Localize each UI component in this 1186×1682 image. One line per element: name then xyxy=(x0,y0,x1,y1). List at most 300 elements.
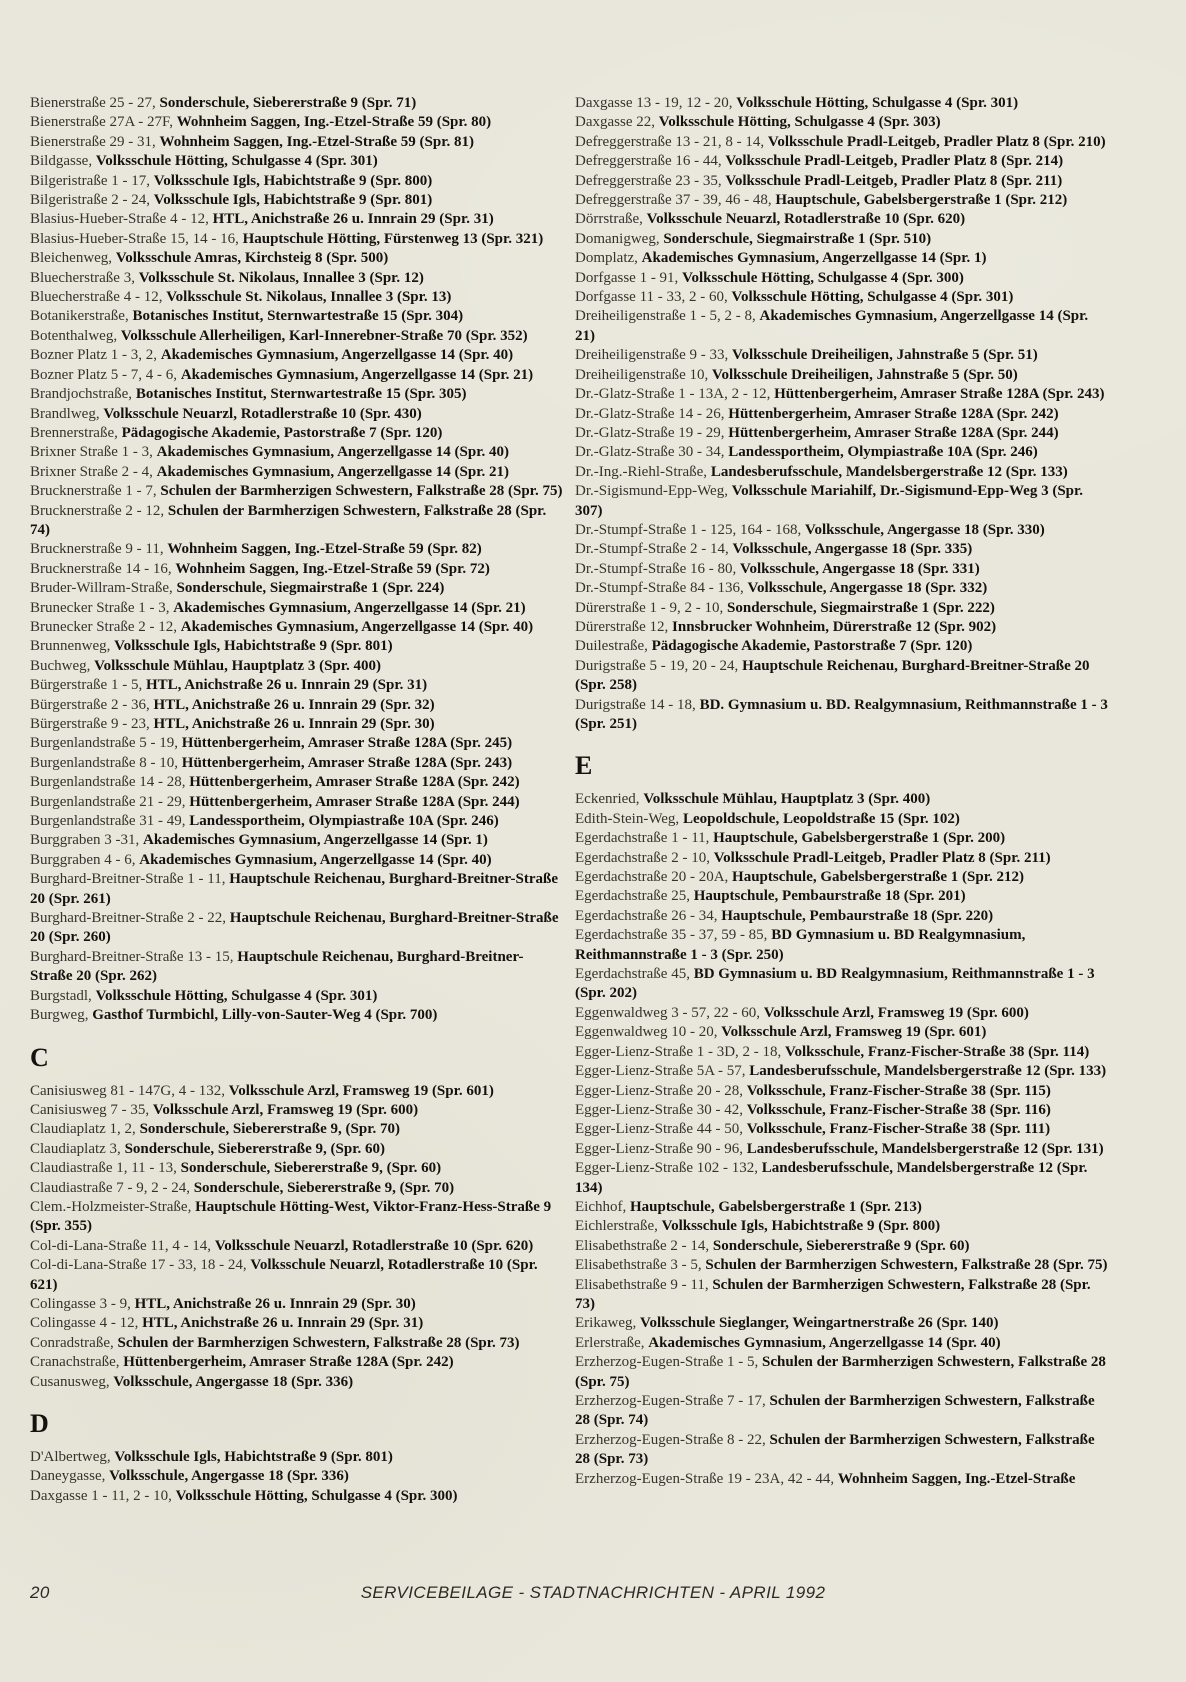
school-info: Akademisches Gymnasium, Angerzellgasse 14 (Spr. 40) xyxy=(160,347,514,364)
directory-entry xyxy=(30,1101,566,1120)
street-name: Brucknerstraße 2 - 12, xyxy=(30,502,168,519)
directory-entry xyxy=(30,637,566,656)
street-name: Claudiastraße 7 - 9, 2 - 24, xyxy=(30,1179,194,1196)
street-name: Conradstraße, xyxy=(30,1334,118,1351)
school-info: Volksschule Allerheiligen, Karl-Innerebner-Straße 70 (Spr. 352) xyxy=(120,327,528,344)
street-name: Dr.-Glatz-Straße 30 - 34, xyxy=(575,444,729,461)
directory-entry xyxy=(30,909,566,948)
street-name: Blasius-Hueber-Straße 15, 14 - 16, xyxy=(30,230,243,247)
directory-entry xyxy=(575,540,1111,559)
school-info: Pädagogische Akademie, Pastorstraße 7 (Spr. 120) xyxy=(651,638,973,655)
school-info: Sonderschule, Siebererstraße 9 (Spr. 71) xyxy=(159,95,417,111)
street-name: Burghard-Breitner-Straße 13 - 15, xyxy=(30,948,238,965)
directory-entry xyxy=(30,385,566,404)
directory-entry xyxy=(30,1006,566,1025)
directory-entry xyxy=(30,657,566,676)
school-info: Hüttenbergerheim, Amraser Straße 128A (Spr. 244) xyxy=(728,424,1059,441)
street-name: Elisabethstraße 3 - 5, xyxy=(575,1257,706,1274)
directory-entry xyxy=(30,1314,566,1333)
directory-entry xyxy=(30,696,566,715)
school-info: HTL, Anichstraße 26 u. Innrain 29 (Spr. 31) xyxy=(142,1315,424,1332)
school-info: Hüttenbergerheim, Amraser Straße 128A (Spr. 242) xyxy=(189,774,520,791)
directory-entry xyxy=(30,152,566,171)
school-info: Hauptschule, Pembaurstraße 18 (Spr. 220) xyxy=(721,907,994,924)
directory-entry xyxy=(30,443,566,462)
school-info: Volksschule Dreiheiligen, Jahnstraße 5 (Spr. 50) xyxy=(712,366,1018,383)
directory-entry xyxy=(575,172,1111,191)
street-name: Duilestraße, xyxy=(575,638,652,655)
school-info: Akademisches Gymnasium, Angerzellgasse 14 (Spr. 40) xyxy=(156,444,510,461)
directory-entry xyxy=(30,599,566,618)
directory-entry xyxy=(575,810,1111,829)
street-name: Brunecker Straße 1 - 3, xyxy=(30,599,174,616)
street-name: Bienerstraße 25 - 27, xyxy=(30,95,160,111)
school-info: BD Gymnasium u. BD Realgymnasium, Reithmannstraße 1 - 3 (Spr. 202) xyxy=(575,966,1095,1002)
street-name: Colingasse 3 - 9, xyxy=(30,1295,135,1312)
school-info: BD. Gymnasium u. BD. Realgymnasium, Reithmannstraße 1 - 3 (Spr. 251) xyxy=(575,696,1108,732)
directory-entry xyxy=(575,94,1111,113)
directory-entry xyxy=(30,210,566,229)
page-footer xyxy=(0,1583,1186,1609)
school-info: Schulen der Barmherzigen Schwestern, Falkstraße 28 (Spr. 75) xyxy=(705,1257,1108,1274)
directory-entry xyxy=(575,1082,1111,1101)
directory-entry xyxy=(30,734,566,753)
street-name: Dürerstraße 12, xyxy=(575,618,673,635)
street-name: Bürgerstraße 1 - 5, xyxy=(30,677,146,694)
school-info: Hüttenbergerheim, Amraser Straße 128A (Spr. 242) xyxy=(123,1354,454,1371)
school-info: Hauptschule, Gabelsbergerstraße 1 (Spr. 200) xyxy=(713,830,1006,847)
street-name: Cranachstraße, xyxy=(30,1354,124,1371)
street-name: Egerdachstraße 2 - 10, xyxy=(575,849,714,866)
school-info: Sonderschule, Siebererstraße 9, (Spr. 60) xyxy=(124,1140,385,1157)
street-name: Erzherzog-Eugen-Straße 1 - 5, xyxy=(575,1354,763,1371)
school-info: Hüttenbergerheim, Amraser Straße 128A (Spr. 243) xyxy=(181,754,513,771)
directory-entry xyxy=(575,1120,1111,1139)
directory-entry xyxy=(575,249,1111,268)
street-name: Brandjochstraße, xyxy=(30,386,136,403)
school-info: Volksschule Arzl, Framsweg 19 (Spr. 600) xyxy=(763,1004,1029,1021)
directory-entry xyxy=(575,618,1111,637)
school-info: Wohnheim Saggen, Ing.-Etzel-Straße 59 (Spr. 72) xyxy=(175,560,490,577)
school-info: Volksschule Mariahilf, Dr.-Sigismund-Epp-Weg 3 (Spr. 307) xyxy=(575,483,1084,519)
street-name: Burggraben 4 - 6, xyxy=(30,851,140,868)
directory-entry xyxy=(575,560,1111,579)
school-info: Volksschule, Angergasse 18 (Spr. 330) xyxy=(804,521,1045,538)
school-info: HTL, Anichstraße 26 u. Innrain 29 (Spr. 32) xyxy=(153,696,435,713)
directory-entry xyxy=(30,1334,566,1353)
street-name: Daxgasse 13 - 19, 12 - 20, xyxy=(575,95,737,111)
school-info: Volksschule Hötting, Schulgasse 4 (Spr. 301) xyxy=(731,289,1014,306)
directory-entry xyxy=(30,1140,566,1159)
school-info: Leopoldschule, Leopoldstraße 15 (Spr. 102) xyxy=(682,810,960,827)
street-name: Egerdachstraße 1 - 11, xyxy=(575,830,714,847)
directory-entry xyxy=(575,269,1111,288)
directory-entry xyxy=(575,210,1111,229)
directory-entry xyxy=(575,599,1111,618)
street-name: Canisiusweg 7 - 35, xyxy=(30,1101,153,1118)
street-name: Brandlweg, xyxy=(30,405,104,422)
school-info: Volksschule Pradl-Leitgeb, Pradler Platz 8 (Spr. 211) xyxy=(713,849,1051,866)
directory-entry xyxy=(575,868,1111,887)
directory-entry xyxy=(575,1470,1111,1489)
directory-entry xyxy=(575,521,1111,540)
school-info: Volksschule Hötting, Schulgasse 4 (Spr. 301) xyxy=(736,95,1019,111)
street-name: Edith-Stein-Weg, xyxy=(575,810,683,827)
street-name: Bruder-Willram-Straße, xyxy=(30,580,177,597)
school-info: Akademisches Gymnasium, Angerzellgasse 14 (Spr. 21) xyxy=(156,463,510,480)
directory-entry xyxy=(575,463,1111,482)
street-name: Durigstraße 5 - 19, 20 - 24, xyxy=(575,657,743,674)
street-name: Domanigweg, xyxy=(575,230,664,247)
school-info: Hauptschule Hötting-West, Viktor-Franz-Hess-Straße 9 (Spr. 355) xyxy=(30,1198,552,1235)
street-name: Botenthalweg, xyxy=(30,327,121,344)
street-name: Colingasse 4 - 12, xyxy=(30,1315,143,1332)
street-name: Dr.-Sigismund-Epp-Weg, xyxy=(575,483,732,500)
street-name: Claudiaplatz 1, 2, xyxy=(30,1121,140,1138)
school-info: HTL, Anichstraße 26 u. Innrain 29 (Spr. 30) xyxy=(134,1295,416,1312)
directory-entry xyxy=(575,405,1111,424)
street-name: Col-di-Lana-Straße 17 - 33, 18 - 24, xyxy=(30,1257,251,1274)
directory-entry xyxy=(30,482,566,501)
directory-entry xyxy=(30,948,566,987)
school-info: Volksschule St. Nikolaus, Innallee 3 (Spr. 13) xyxy=(166,289,452,306)
school-info: Schulen der Barmherzigen Schwestern, Falkstraße 28 (Spr. 73) xyxy=(575,1431,1095,1468)
directory-entry xyxy=(30,987,566,1006)
directory-entry xyxy=(30,405,566,424)
street-name: Daxgasse 22, xyxy=(575,114,659,131)
street-name: Egger-Lienz-Straße 30 - 42, xyxy=(575,1101,747,1118)
directory-entry xyxy=(575,579,1111,598)
school-info: Volksschule Igls, Habichtstraße 9 (Spr. 801) xyxy=(114,1449,393,1465)
directory-entry xyxy=(575,443,1111,462)
directory-entry xyxy=(30,851,566,870)
directory-entry xyxy=(575,1314,1111,1333)
street-name: Burgstadl, xyxy=(30,987,96,1004)
school-info: Volksschule Neuarzl, Rotadlerstraße 10 (Spr. 621) xyxy=(30,1257,538,1293)
directory-entry xyxy=(30,560,566,579)
school-info: Volksschule Hötting, Schulgasse 4 (Spr. 300) xyxy=(682,269,964,286)
street-name: Brunnenweg, xyxy=(30,638,115,655)
school-info: Schulen der Barmherzigen Schwestern, Falkstraße 28 (Spr. 73) xyxy=(575,1276,1091,1312)
street-name: Domplatz, xyxy=(575,250,642,267)
school-info: Wohnheim Saggen, Ing.-Etzel-Straße 59 (Spr. 81) xyxy=(159,133,475,150)
school-info: Volksschule Igls, Habichtstraße 9 (Spr. 801) xyxy=(153,192,433,209)
directory-entry xyxy=(30,230,566,249)
street-name: Claudiastraße 1, 11 - 13, xyxy=(30,1160,181,1177)
directory-entry xyxy=(30,346,566,365)
directory-entry xyxy=(575,307,1111,346)
school-info: Volksschule Igls, Habichtstraße 9 (Spr. 801) xyxy=(114,638,393,655)
school-info: Volksschule Amras, Kirchsteig 8 (Spr. 500) xyxy=(115,250,389,267)
directory-entry xyxy=(30,1295,566,1314)
school-info: Volksschule Neuarzl, Rotadlerstraße 10 (Spr. 620) xyxy=(646,211,966,228)
street-name: Bleichenweg, xyxy=(30,250,116,267)
directory-entry xyxy=(575,829,1111,848)
street-name: Bozner Platz 1 - 3, 2, xyxy=(30,347,161,364)
directory-entry xyxy=(575,1431,1111,1470)
school-info: BD Gymnasium u. BD Realgymnasium, Reithmannstraße 1 - 3 (Spr. 250) xyxy=(575,927,1026,963)
directory-entry xyxy=(30,1082,566,1101)
school-info: Volksschule Mühlau, Hauptplatz 3 (Spr. 400) xyxy=(643,791,931,808)
street-name: Canisiusweg 81 - 147G, 4 - 132, xyxy=(30,1082,229,1099)
school-info: Schulen der Barmherzigen Schwestern, Falkstraße 28 (Spr. 75) xyxy=(575,1354,1106,1390)
directory-entry xyxy=(575,1198,1111,1217)
directory-entry xyxy=(30,618,566,637)
street-name: Egger-Lienz-Straße 90 - 96, xyxy=(575,1140,747,1157)
school-info: Volksschule, Franz-Fischer-Straße 38 (Spr. 111) xyxy=(746,1121,1051,1138)
directory-entry xyxy=(575,696,1111,735)
street-name: Dr.-Ing.-Riehl-Straße, xyxy=(575,463,711,480)
directory-entry xyxy=(30,812,566,831)
directory-entry xyxy=(30,1159,566,1178)
school-info: Landessportheim, Olympiastraße 10A (Spr. 246) xyxy=(728,444,1038,461)
school-info: Volksschule Sieglanger, Weingartnerstraße 26 (Spr. 140) xyxy=(639,1315,999,1332)
street-name: Dreiheiligenstraße 10, xyxy=(575,366,713,383)
street-name: Dr.-Glatz-Straße 14 - 26, xyxy=(575,405,729,422)
school-info: Volksschule Arzl, Framsweg 19 (Spr. 601) xyxy=(721,1024,987,1041)
street-name: Erlerstraße, xyxy=(575,1334,649,1351)
street-name: Dreiheiligenstraße 9 - 33, xyxy=(575,347,733,364)
directory-entry xyxy=(575,1276,1111,1315)
directory-entry xyxy=(575,385,1111,404)
directory-entry xyxy=(30,773,566,792)
street-name: Bienerstraße 29 - 31, xyxy=(30,133,160,150)
school-info: Hauptschule, Gabelsbergerstraße 1 (Spr. 212) xyxy=(732,869,1024,886)
school-info: Schulen der Barmherzigen Schwestern, Falkstraße 28 (Spr. 75) xyxy=(160,483,563,500)
school-info: Volksschule Hötting, Schulgasse 4 (Spr. 300) xyxy=(175,1487,458,1504)
directory-entry xyxy=(575,907,1111,926)
directory-entry xyxy=(575,926,1111,965)
directory-entry xyxy=(575,965,1111,1004)
street-name: Dörrstraße, xyxy=(575,211,647,228)
school-info: Sonderschule, Siebererstraße 9, (Spr. 60) xyxy=(180,1160,442,1177)
directory-column-left xyxy=(30,94,566,1506)
street-name: Brennerstraße, xyxy=(30,424,122,441)
directory-entry xyxy=(30,1179,566,1198)
school-info: Volksschule, Angergasse 18 (Spr. 335) xyxy=(732,541,973,558)
directory-entry xyxy=(30,831,566,850)
directory-entry xyxy=(30,1120,566,1139)
school-info: Akademisches Gymnasium, Angerzellgasse 14 (Spr. 21) xyxy=(173,599,526,616)
school-info: Landesberufsschule, Mandelsbergerstraße 12 (Spr. 133) xyxy=(749,1063,1107,1080)
school-info: Volksschule Dreiheiligen, Jahnstraße 5 (Spr. 51) xyxy=(732,347,1038,364)
street-name: Burghard-Breitner-Straße 2 - 22, xyxy=(30,910,230,927)
street-name: Defreggerstraße 37 - 39, 46 - 48, xyxy=(575,192,776,209)
school-info: Sonderschule, Siebererstraße 9, (Spr. 70) xyxy=(193,1179,455,1196)
directory-entry xyxy=(30,1448,566,1467)
directory-entry xyxy=(575,1101,1111,1120)
street-name: Egger-Lienz-Straße 5A - 57, xyxy=(575,1063,750,1080)
school-info: Schulen der Barmherzigen Schwestern, Falkstraße 28 (Spr. 74) xyxy=(30,502,547,538)
street-name: Bienerstraße 27A - 27F, xyxy=(30,114,177,131)
directory-entry xyxy=(575,1353,1111,1392)
street-name: Dürerstraße 1 - 9, 2 - 10, xyxy=(575,599,728,616)
directory-entry xyxy=(575,1023,1111,1042)
school-info: Volksschule Pradl-Leitgeb, Pradler Platz 8 (Spr. 211) xyxy=(725,172,1063,189)
street-name: Brixner Straße 1 - 3, xyxy=(30,444,157,461)
street-name: Brucknerstraße 14 - 16, xyxy=(30,560,176,577)
street-name: Burghard-Breitner-Straße 1 - 11, xyxy=(30,871,230,888)
footer-title: SERVICEBEILAGE - STADTNACHRICHTEN - APRIL 1992 xyxy=(360,1583,826,1602)
street-name: Bozner Platz 5 - 7, 4 - 6, xyxy=(30,366,181,383)
street-name: Egerdachstraße 25, xyxy=(575,888,694,905)
directory-entry xyxy=(575,288,1111,307)
street-name: Eckenried, xyxy=(575,791,644,808)
street-name: Dr.-Glatz-Straße 19 - 29, xyxy=(575,424,729,441)
school-info: Volksschule Hötting, Schulgasse 4 (Spr. 303) xyxy=(658,114,941,131)
school-info: Landessportheim, Olympiastraße 10A (Spr. 246) xyxy=(189,813,499,830)
street-name: Egger-Lienz-Straße 102 - 132, xyxy=(575,1160,762,1177)
section-heading-e: E xyxy=(575,751,593,781)
school-info: Volksschule Neuarzl, Rotadlerstraße 10 (Spr. 430) xyxy=(103,405,422,422)
street-name: Brucknerstraße 9 - 11, xyxy=(30,541,168,558)
directory-entry xyxy=(575,1217,1111,1236)
school-info: Schulen der Barmherzigen Schwestern, Falkstraße 28 (Spr. 73) xyxy=(117,1334,520,1351)
street-name: Blasius-Hueber-Straße 4 - 12, xyxy=(30,211,213,228)
directory-entry xyxy=(30,502,566,541)
school-info: Volksschule Mühlau, Hauptplatz 3 (Spr. 400) xyxy=(94,657,382,674)
school-info: Hauptschule, Gabelsbergerstraße 1 (Spr. 213) xyxy=(629,1198,922,1215)
street-name: Brucknerstraße 1 - 7, xyxy=(30,483,161,500)
school-info: Wohnheim Saggen, Ing.-Etzel-Straße 59 (Spr. 82) xyxy=(167,541,482,558)
school-info: Volksschule, Franz-Fischer-Straße 38 (Spr. 116) xyxy=(746,1101,1051,1118)
directory-entry xyxy=(30,1487,566,1506)
street-name: Dr.-Stumpf-Straße 2 - 14, xyxy=(575,541,733,558)
school-info: Hauptschule Reichenau, Burghard-Breitner-Straße 20 (Spr. 260) xyxy=(30,910,559,946)
street-name: Brixner Straße 2 - 4, xyxy=(30,463,157,480)
school-info: Volksschule Igls, Habichtstraße 9 (Spr. 800) xyxy=(153,172,433,189)
school-info: Landesberufsschule, Mandelsbergerstraße 12 (Spr. 133) xyxy=(710,463,1068,480)
directory-entry xyxy=(575,1256,1111,1275)
school-info: Volksschule Pradl-Leitgeb, Pradler Platz 8 (Spr. 210) xyxy=(767,133,1106,150)
directory-entry xyxy=(30,94,566,113)
directory-entry xyxy=(30,133,566,152)
street-name: Egger-Lienz-Straße 44 - 50, xyxy=(575,1121,747,1138)
street-name: D'Albertweg, xyxy=(30,1449,115,1465)
directory-entry xyxy=(575,1140,1111,1159)
school-info: Innsbrucker Wohnheim, Dürerstraße 12 (Spr. 902) xyxy=(672,618,997,635)
street-name: Cusanusweg, xyxy=(30,1373,114,1390)
directory-entry xyxy=(30,463,566,482)
street-name: Dorfgasse 11 - 33, 2 - 60, xyxy=(575,289,732,306)
street-name: Burgenlandstraße 14 - 28, xyxy=(30,774,190,791)
street-name: Dr.-Stumpf-Straße 16 - 80, xyxy=(575,560,740,577)
directory-entry xyxy=(575,230,1111,249)
directory-entry xyxy=(30,172,566,191)
school-info: Volksschule, Angergasse 18 (Spr. 331) xyxy=(739,560,980,577)
school-info: Sonderschule, Siebererstraße 9 (Spr. 60) xyxy=(712,1237,970,1254)
street-name: Egerdachstraße 45, xyxy=(575,966,694,983)
school-info: Akademisches Gymnasium, Angerzellgasse 14 (Spr. 1) xyxy=(641,250,987,267)
street-name: Egger-Lienz-Straße 20 - 28, xyxy=(575,1082,747,1099)
street-name: Botanikerstraße, xyxy=(30,308,133,325)
school-info: Sonderschule, Siegmairstraße 1 (Spr. 222) xyxy=(727,599,995,616)
street-name: Col-di-Lana-Straße 11, 4 - 14, xyxy=(30,1237,215,1254)
street-name: Clem.-Holzmeister-Straße, xyxy=(30,1198,196,1215)
school-info: Sonderschule, Siegmairstraße 1 (Spr. 224) xyxy=(176,580,445,597)
directory-entry xyxy=(575,191,1111,210)
school-info: Schulen der Barmherzigen Schwestern, Falkstraße 28 (Spr. 74) xyxy=(575,1393,1095,1429)
street-name: Egger-Lienz-Straße 1 - 3D, 2 - 18, xyxy=(575,1043,786,1060)
directory-entry xyxy=(30,327,566,346)
street-name: Claudiaplatz 3, xyxy=(30,1140,125,1157)
school-info: Akademisches Gymnasium, Angerzellgasse 14 (Spr. 1) xyxy=(143,832,488,849)
school-info: Hüttenbergerheim, Amraser Straße 128A (Spr. 245) xyxy=(181,735,513,752)
school-info: Hauptschule Reichenau, Burghard-Breitner-Straße 20 (Spr. 262) xyxy=(30,948,524,985)
directory-entry xyxy=(575,1334,1111,1353)
school-info: Volksschule Arzl, Framsweg 19 (Spr. 600) xyxy=(152,1101,419,1118)
street-name: Burgenlandstraße 8 - 10, xyxy=(30,754,182,771)
street-name: Erzherzog-Eugen-Straße 8 - 22, xyxy=(575,1431,770,1448)
school-info: Volksschule Neuarzl, Rotadlerstraße 10 (Spr. 620) xyxy=(214,1237,534,1254)
school-info: Volksschule, Angergasse 18 (Spr. 336) xyxy=(113,1373,354,1390)
directory-entry xyxy=(30,1467,566,1486)
school-info: Volksschule Hötting, Schulgasse 4 (Spr. 301) xyxy=(95,153,378,170)
directory-entry xyxy=(575,790,1111,809)
school-info: Hauptschule Hötting, Fürstenweg 13 (Spr. 321) xyxy=(242,230,544,247)
school-info: Volksschule Pradl-Leitgeb, Pradler Platz 8 (Spr. 214) xyxy=(725,153,1064,170)
directory-entry xyxy=(575,1043,1111,1062)
street-name: Burgenlandstraße 31 - 49, xyxy=(30,813,190,830)
directory-columns xyxy=(30,94,1111,1506)
directory-entry xyxy=(575,482,1111,521)
directory-entry xyxy=(30,307,566,326)
school-info: Hüttenbergerheim, Amraser Straße 128A (Spr. 243) xyxy=(774,386,1105,403)
street-name: Eichhof, xyxy=(575,1198,630,1215)
directory-entry xyxy=(575,1159,1111,1198)
street-name: Bilgeristraße 1 - 17, xyxy=(30,172,154,189)
school-info: Hauptschule, Gabelsbergerstraße 1 (Spr. 212) xyxy=(775,192,1068,209)
school-info: Botanisches Institut, Sternwartestraße 15 (Spr. 305) xyxy=(135,386,467,403)
school-info: Wohnheim Saggen, Ing.-Etzel-Straße xyxy=(837,1470,1076,1487)
street-name: Daxgasse 1 - 11, 2 - 10, xyxy=(30,1487,176,1504)
school-info: Pädagogische Akademie, Pastorstraße 7 (Spr. 120) xyxy=(121,424,443,441)
street-name: Eggenwaldweg 3 - 57, 22 - 60, xyxy=(575,1004,764,1021)
street-name: Dr.-Glatz-Straße 1 - 13A, 2 - 12, xyxy=(575,386,775,403)
street-name: Durigstraße 14 - 18, xyxy=(575,696,700,713)
street-name: Bluecherstraße 4 - 12, xyxy=(30,289,167,306)
school-info: Volksschule, Angergasse 18 (Spr. 336) xyxy=(109,1468,349,1485)
school-info: Volksschule St. Nikolaus, Innallee 3 (Spr. 12) xyxy=(138,269,424,286)
street-name: Egerdachstraße 20 - 20A, xyxy=(575,869,733,886)
school-info: Wohnheim Saggen, Ing.-Etzel-Straße 59 (Spr. 80) xyxy=(176,114,492,131)
street-name: Dorfgasse 1 - 91, xyxy=(575,269,683,286)
street-name: Egerdachstraße 35 - 37, 59 - 85, xyxy=(575,927,772,944)
street-name: Brunecker Straße 2 - 12, xyxy=(30,618,181,635)
directory-entry xyxy=(575,113,1111,132)
school-info: Sonderschule, Siegmairstraße 1 (Spr. 510) xyxy=(663,230,932,247)
directory-entry xyxy=(30,288,566,307)
school-info: Hüttenbergerheim, Amraser Straße 128A (Spr. 244) xyxy=(189,793,520,810)
directory-entry xyxy=(575,849,1111,868)
directory-entry xyxy=(575,133,1111,152)
directory-entry xyxy=(30,424,566,443)
school-info: Gasthof Turmbichl, Lilly-von-Sauter-Weg 4 (Spr. 700) xyxy=(92,1007,438,1024)
directory-entry xyxy=(30,249,566,268)
street-name: Bilgeristraße 2 - 24, xyxy=(30,192,154,209)
page-number: 20 xyxy=(30,1583,50,1602)
school-info: HTL, Anichstraße 26 u. Innrain 29 (Spr. 30) xyxy=(153,716,435,732)
directory-entry xyxy=(575,1392,1111,1431)
directory-entry xyxy=(30,1237,566,1256)
street-name: Burgweg, xyxy=(30,1007,93,1024)
street-name: Bürgerstraße 9 - 23, xyxy=(30,716,154,732)
school-info: Landesberufsschule, Mandelsbergerstraße 12 (Spr. 131) xyxy=(746,1140,1104,1157)
directory-entry xyxy=(30,113,566,132)
school-info: HTL, Anichstraße 26 u. Innrain 29 (Spr. 31) xyxy=(145,677,428,694)
street-name: Buchweg, xyxy=(30,657,95,674)
school-info: Akademisches Gymnasium, Angerzellgasse 14 (Spr. 40) xyxy=(180,618,534,635)
